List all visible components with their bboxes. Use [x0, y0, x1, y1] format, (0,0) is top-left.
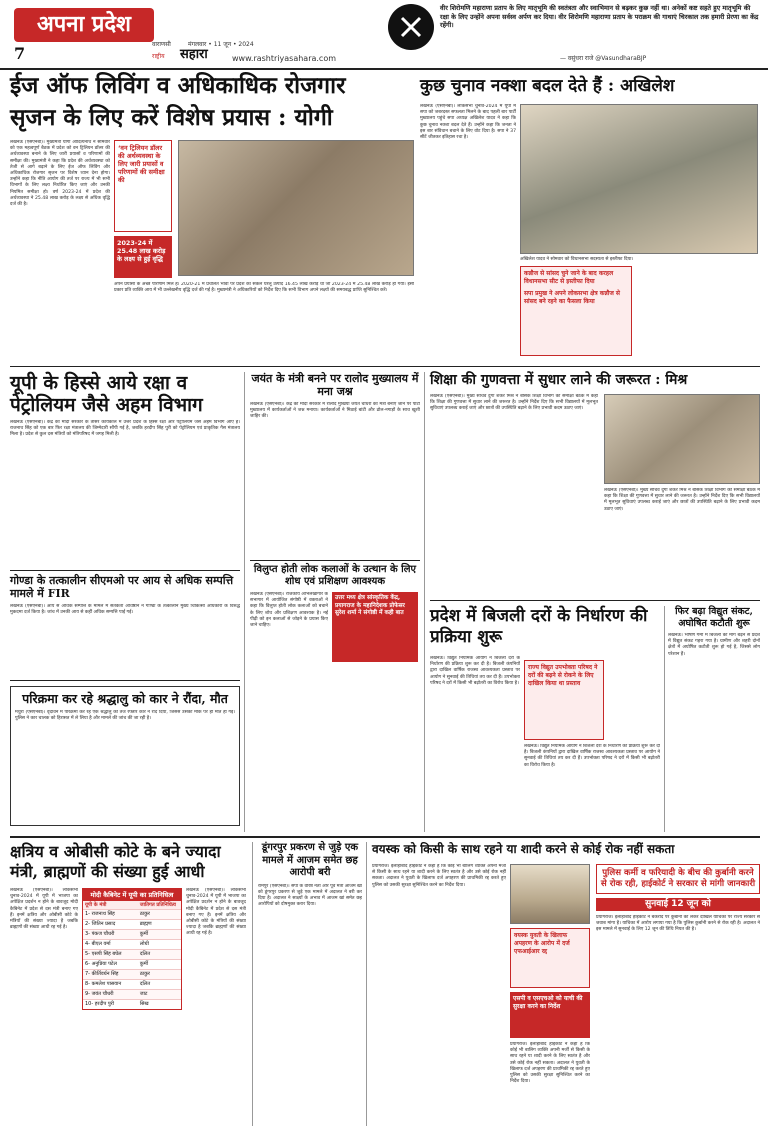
body-mathura: मथुरा (एसएनबी)। वृंदावन में परिक्रमा कर रहे एक श्रद्धालु को तेज रफ्तार कार ने रौंद दिया, जिससे उसकी मौके पर ही मौत हो गई। पुलिस ने कार चालक को हिरासत में ले लिया है और मामले की जांच की जा रही है।: [15, 710, 235, 722]
table-row: [83, 929, 181, 939]
table-cell: लोधी: [139, 941, 149, 947]
headline-jayant: जयंत के मंत्री बनने पर रालोद मुख्यालय में मना जश्न: [251, 372, 419, 398]
divider: [10, 570, 240, 571]
story-power-cut: [668, 606, 760, 821]
education-meeting-photo: [604, 394, 760, 484]
cabinet-table-body: [83, 909, 181, 1009]
body-cabinet-caste: लखनऊ (एसएनबी)। लोकसभा चुनाव-2024 में यूपी में भाजपा का अपेक्षित प्रदर्शन न होने के बावजूद मोदी कैबिनेट में प्रदेश से दस मंत्री बनाए गए हैं। इनमें क्षत्रिय और ओबीसी कोटे के मंत्रियों की संख्या ज्यादा है जबकि ब्राह्मणों की संख्या आधी रह गई है।: [10, 888, 78, 931]
edition-city: वाराणसी: [152, 41, 171, 48]
table-row: [83, 959, 181, 969]
column-rule: [664, 606, 665, 832]
table-row: [83, 919, 181, 929]
divider: [250, 560, 420, 561]
table-cell: 5- एसपी सिंह बघेल: [85, 951, 122, 957]
table-cell: 1- राजनाथ सिंह: [85, 911, 115, 917]
page-number: 7: [14, 44, 26, 63]
photo-caption-akhilesh: अखिलेश यादव ने सोमवार को विधानसभा सदस्यता से इस्तीफा दिया।: [520, 257, 634, 262]
table-row: [83, 939, 181, 949]
story-jayant: [250, 372, 420, 542]
headline-mathura: परिक्रमा कर रहे श्रद्धालु को कार ने रौंदा, मौत: [22, 691, 228, 706]
akhilesh-photo: [520, 104, 758, 254]
table-cell: 9- जयंत चौधरी: [85, 991, 114, 997]
column-rule: [366, 842, 367, 1126]
body-education: लखनऊ (एसएनबी)। मुख्य सचिव दुर्गा शंकर मिश्र ने बेसिक शिक्षा विभाग की समीक्षा बैठक में कहा कि शिक्षा की गुणवत्ता में सुधार लाने की जरूरत है। उन्होंने निर्देश दिए कि सभी विद्यालयों में मूलभूत सुविधाएं उपलब्ध कराई जाएं और छात्रों की उपस्थिति बढ़ाने के लिए प्रभावी कदम उठाए जाएं।: [430, 394, 598, 412]
body-bakrid: प्रयागराज। इलाहाबाद हाईकोर्ट ने बकरीद पर कुर्बानी को लेकर दाखिल याचिका पर राज्य सरकार से जवाब मांगा है। याचिका में आरोप लगाया गया है कि पुलिस कुर्बानी करने से रोक रही है। अदालत ने इस मामले में सुनवाई के लिए 12 जून की तिथि नियत की है।: [596, 915, 760, 933]
issue-date: मंगलवार • 11 जून • 2024: [188, 41, 254, 48]
headline-power-tariff: प्रदेश में बिजली दरों के निर्धारण की प्रक्रिया शुरू: [430, 606, 648, 647]
power-tariff-callout: राज्य विद्युत उपभोक्ता परिषद ने दरों की बढ़ने से रोकने के लिए दाखिल किया था प्रस्ताव: [524, 660, 604, 740]
headline-defence: यूपी के हिस्से आये रक्षा व पेट्रोलियम जैसे अहम विभाग: [10, 372, 203, 416]
story-adult-marriage: [372, 842, 760, 857]
masthead-rule: [0, 68, 768, 70]
table-cell: ठाकुर: [139, 971, 150, 977]
table-cell: 3- पंकज चौधरी: [85, 931, 115, 937]
quote-author: — वसुंधरा राजे @VasundharaBJP: [560, 55, 647, 62]
cabinet-table-title: मोदी कैबिनेट में यूपी का प्रतिनिधित्व: [83, 889, 181, 901]
story-azam: [258, 842, 362, 1104]
headline-education: शिक्षा की गुणवत्ता में सुधार लाने की जरूरत : मिश्र: [430, 372, 688, 388]
table-cell: ब्राह्मण: [139, 921, 152, 927]
headline-folk-art: विलुप्त होती लोक कलाओं के उत्थान के लिए शोध एवं प्रशिक्षण आवश्यक: [253, 564, 417, 587]
divider: [430, 600, 760, 601]
table-cell: 8- कमलेश पासवान: [85, 981, 122, 987]
table-header-cell: यूपी के मंत्री: [85, 902, 107, 908]
headline-yogi-1: ईज ऑफ लिविंग व अधिकाधिक रोजगार: [10, 72, 346, 99]
bakrid-box: [596, 864, 760, 894]
body-power-tariff: लखनऊ। विद्युत नियामक आयोग ने बिजली दरों के निर्धारण की प्रक्रिया शुरू कर दी है। बिजली कंपनियों द्वारा दाखिल वार्षिक राजस्व आवश्यकता प्रस्ताव पर आयोग ने सुनवाई की तिथियां तय कर दी हैं। उपभोक्ता परिषद ने दरों में किसी भी बढ़ोतरी का विरोध किया है।: [430, 656, 520, 686]
table-row: [83, 949, 181, 959]
headline-bakrid: पुलिस कर्मी व फरियादी के बीच की कुर्बानी करने से रोक रही, हाईकोर्ट ने सरकार से मांगी जानकारी: [600, 868, 756, 889]
table-cell: 4- बीएल वर्मा: [85, 941, 111, 947]
body-yogi-2: अपने प्रयासों के अच्छे परिणाम मिले हैं। 2020-21 में प्रचलित भावों पर प्रदेश का सकल घरेलू उत्पाद 16.45 लाख करोड़ था जो 2023-24 में 25.48 लाख करोड़ हो गया। इसी प्रकार प्रति व्यक्ति आय में भी उल्लेखनीय वृद्धि दर्ज की गई है। मुख्यमंत्री ने अधिकारियों को निर्देश दिए कि सभी विभाग अपने लक्ष्यों की समयबद्ध प्राप्ति सुनिश्चित करें।: [114, 282, 414, 294]
divider: [10, 366, 760, 367]
hearing-date-badge: सुनवाई 12 जून को: [596, 898, 760, 911]
body-adult-marriage-2: प्रयागराज। इलाहाबाद हाईकोर्ट ने कहा है कि कोई भी बालिग व्यक्ति अपनी मर्जी से किसी के साथ रहने या शादी करने के लिए स्वतंत्र है और उसे कोई रोक नहीं सकता। अदालत ने युवती के खिलाफ दर्ज अपहरण की प्राथमिकी रद्द करते हुए पुलिस को उसकी सुरक्षा सुनिश्चित करने का निर्देश दिया।: [510, 1042, 590, 1085]
column-rule: [252, 842, 253, 1126]
headline-akhilesh: कुछ चुनाव नक्शा बदल देते हैं : अखिलेश: [420, 76, 675, 96]
adult-marriage-callout-2: एसपी व एसएचओ को याची की सुरक्षा करने का निर्देश: [510, 992, 590, 1038]
column-rule: [424, 372, 425, 832]
table-row: [83, 969, 181, 979]
headline-adult-marriage: वयस्क को किसी के साथ रहने या शादी करने से कोई रोक नहीं सकता: [372, 842, 675, 856]
body-akhilesh: लखनऊ (एसएनबी)। लोकसभा चुनाव-2024 में यूपी में सपा को जबरदस्त सफलता मिलने के बाद पहली बार पार्टी मुख्यालय पहुंचे सपा अध्यक्ष अखिलेश यादव ने कहा कि कुछ चुनाव नक्शा बदल देते हैं। उन्होंने कहा कि जनता ने इस बार संविधान बचाने के लिए वोट दिया है। सपा ने 37 सीटें जीतकर इतिहास रचा है।: [420, 104, 516, 141]
story-gonda: [10, 574, 240, 676]
body-power-tariff-2: लखनऊ। विद्युत नियामक आयोग ने बिजली दरों के निर्धारण की प्रक्रिया शुरू कर दी है। बिजली कंपनियों द्वारा दाखिल वार्षिक राजस्व आवश्यकता प्रस्ताव पर आयोग ने सुनवाई की तिथियां तय कर दी हैं। उपभोक्ता परिषद ने दरों में किसी भी बढ़ोतरी का विरोध किया है।: [524, 744, 660, 768]
table-cell: 10- हरदीप पुरी: [85, 1001, 115, 1007]
headline-azam: डूंगरपुर प्रकरण से जुड़े एक मामले में आजम समेत छह आरोपी बरी: [261, 842, 359, 878]
quote-text: वीर शिरोमणि महाराणा प्रताप के लिए मातृभूमि की स्वतंत्रता और स्वाभिमान से बढ़कर कुछ नहीं था। अनेकों कष्ट सहते हुए मातृभूमि की रक्षा के लिए उन्होंने अपना सर्वस्व अर्पण कर दिया। वीर शिरोमणि महाराणा प्रताप के पराक्रम की गाथाएं चिरकाल तक हमारी प्रेरणा का केंद्र रहेंगी।: [440, 4, 759, 29]
headline-cabinet-caste: क्षत्रिय व ओबीसी कोटे के बने ज्यादा मंत्री, ब्राह्मणों की संख्या हुई आधी: [10, 842, 221, 881]
table-cell: ठाकुर: [139, 911, 150, 917]
story-mathura: [10, 686, 240, 826]
high-court-photo: [510, 864, 590, 924]
x-logo-icon: [388, 4, 434, 50]
body-cabinet-caste-2: लखनऊ (एसएनबी)। लोकसभा चुनाव-2024 में यूपी में भाजपा का अपेक्षित प्रदर्शन न होने के बावजूद मोदी कैबिनेट में प्रदेश से दस मंत्री बनाए गए हैं। इनमें क्षत्रिय और ओबीसी कोटे के मंत्रियों की संख्या ज्यादा है जबकि ब्राह्मणों की संख्या आधी रह गई है।: [186, 888, 246, 937]
table-cell: दलित: [139, 981, 151, 987]
table-row: [83, 989, 181, 999]
paper-small: राष्ट्रीय: [152, 53, 165, 60]
section-label: अपना प्रदेश: [14, 8, 154, 42]
bullet-item: कन्नौज से सांसद चुने जाने के बाद करहल विधानसभा सीट से इस्तीफा दिया: [524, 270, 614, 285]
table-cell: 7- कीर्तिवर्धन सिंह: [85, 971, 119, 977]
table-row: [83, 909, 181, 919]
table-cell: सिख: [139, 1001, 149, 1007]
body-jayant: लखनऊ (एसएनबी)। केंद्र की मोदी सरकार में रालोद मुखिया जयंत चौधरी को मंत्री बनाए जाने पर पार्टी मुख्यालय में कार्यकर्ताओं ने जश्न मनाया। कार्यकर्ताओं ने मिठाई बांटी और ढोल-नगाड़ों के साथ खुशी जाहिर की।: [250, 402, 420, 420]
story-folk-art: [250, 564, 420, 788]
folk-art-box: उत्तर मध्य क्षेत्र सांस्कृतिक केंद्र, प्रयागराज के महानिदेशक प्रोफेसर सुरेश शर्मा ने संगोष्ठी में कही बात: [332, 592, 418, 662]
body-gonda: लखनऊ (एसएनबी)। आय से अधिक सम्पत्ति के मामले में सतर्कता अधिष्ठान ने गोण्डा के तत्कालीन मुख्य चिकित्सा अधिकारी के विरुद्ध मुकदमा दर्ज किया है। जांच में उनकी आय से कहीं अधिक सम्पत्ति पाई गई।: [10, 604, 240, 616]
headline-yogi-2: सृजन के लिए करें विशेष प्रयास : योगी: [10, 104, 333, 131]
story-akhilesh: [420, 74, 760, 364]
cabinet-table: [82, 888, 182, 1010]
column-rule: [244, 372, 245, 832]
table-header-cell: जातिगत प्रतिनिधित्व: [139, 902, 176, 908]
headline-gonda: गोण्डा के तत्कालीन सीएमओ पर आय से अधिक सम्पत्ति मामले में FIR: [10, 574, 234, 600]
body-adult-marriage: प्रयागराज। इलाहाबाद हाईकोर्ट ने कहा है कि कोई भी बालिग व्यक्ति अपनी मर्जी से किसी के साथ रहने या शादी करने के लिए स्वतंत्र है और उसे कोई रोक नहीं सकता। अदालत ने युवती के खिलाफ दर्ज अपहरण की प्राथमिकी रद्द करते हुए पुलिस को उसकी सुरक्षा सुनिश्चित करने का निर्देश दिया।: [372, 864, 506, 888]
bullet-item: सपा प्रमुख ने अपने लोकसभा क्षेत्र कन्नौज से सांसद बने रहने का फैसला किया: [524, 290, 620, 305]
body-education-2: लखनऊ (एसएनबी)। मुख्य सचिव दुर्गा शंकर मिश्र ने बेसिक शिक्षा विभाग की समीक्षा बैठक में कहा कि शिक्षा की गुणवत्ता में सुधार लाने की जरूरत है। उन्होंने निर्देश दिए कि सभी विद्यालयों में मूलभूत सुविधाएं उपलब्ध कराई जाएं और छात्रों की उपस्थिति बढ़ाने के लिए प्रभावी कदम उठाए जाएं।: [604, 488, 760, 512]
adult-marriage-callout: वयस्क युवती के खिलाफ अपहरण के आरोप में दर्ज एफआईआर रद्द: [510, 928, 590, 988]
story-bakrid: [596, 864, 760, 1122]
highlight-box-trillion: ‘वन ट्रिलियन डॉलर की अर्थव्यवस्था के लिए जारी प्रयासों व परिणामों की समीक्षा की: [114, 140, 172, 232]
story-power-tariff: [430, 606, 660, 648]
table-cell: 2- जितिन प्रसाद: [85, 921, 116, 927]
body-azam: रामपुर (एसएनबी)। सपा के वरिष्ठ नेता और पूर्व मंत्री आजम खां को डूंगरपुर प्रकरण से जुड़े एक मामले में अदालत ने बरी कर दिया है। अदालत ने साक्ष्यों के अभाव में आजम खां समेत छह आरोपियों को दोषमुक्त करार दिया।: [258, 883, 362, 908]
table-row: [83, 999, 181, 1009]
website-link[interactable]: www.rashtriyasahara.com: [232, 54, 337, 63]
story-cabinet-caste: [10, 842, 250, 882]
table-cell: कुर्मी: [139, 931, 149, 937]
paper-name: सहारा: [180, 47, 208, 62]
meeting-photo: [178, 140, 414, 276]
highlight-box-growth: 2023-24 में 25.48 लाख करोड़ के लक्ष्य से हुई वृद्धि: [114, 236, 172, 278]
table-cell: जाट: [139, 991, 148, 997]
masthead: [0, 0, 768, 70]
body-defence: लखनऊ (एसएनबी)। केंद्र की मोदी सरकार के तीसरे कार्यकाल में उत्तर प्रदेश के हिस्से रक्षा और पेट्रोलियम जैसे अहम विभाग आए हैं। राजनाथ सिंह को एक बार फिर रक्षा मंत्रालय की जिम्मेदारी सौंपी गई है, जबकि हरदीप सिंह पुरी को पेट्रोलियम एवं प्राकृतिक गैस मंत्रालय मिला है। प्रदेश से कुल दस मंत्रियों को मंत्रिपरिषद में जगह मिली है।: [10, 420, 240, 438]
cabinet-table-header: [83, 901, 181, 909]
divider: [10, 680, 240, 681]
body-yogi: लखनऊ (एसएनबी)। मुख्यमंत्री योगी आदित्यनाथ ने सोमवार को एक महत्वपूर्ण बैठक में प्रदेश को वन ट्रिलियन डॉलर की अर्थव्यवस्था बनाने के लिए जारी प्रयासों व परिणामों की समीक्षा की। मुख्यमंत्री ने कहा कि प्रदेश की अर्थव्यवस्था को तेजी से आगे बढ़ाने के लिए ईज ऑफ लिविंग और अधिकाधिक रोजगार सृजन पर विशेष ध्यान देना होगा। उन्होंने कहा कि नीति आयोग की तर्ज पर राज्य में भी सभी विभागों के लिए लक्ष्य निर्धारित किए जाएं और उनकी नियमित समीक्षा हो। वर्ष 2023-24 में प्रदेश की अर्थव्यवस्था ने 25.48 लाख करोड़ के लक्ष्य से अधिक वृद्धि दर्ज की है।: [10, 140, 110, 208]
akhilesh-bullets: [520, 266, 632, 356]
body-power-cut: लखनऊ। भीषण गर्मी में बिजली की मांग बढ़ने से प्रदेश में विद्युत संकट गहरा गया है। ग्रामीण और शहरी दोनों क्षेत्रों में अघोषित कटौती शुरू हो गई है, जिससे लोग परेशान हैं।: [668, 633, 760, 657]
table-row: [83, 979, 181, 989]
table-cell: दलित: [139, 951, 151, 957]
story-yogi: [10, 74, 415, 364]
divider: [10, 836, 760, 838]
story-defence: [10, 372, 240, 532]
story-education: [430, 372, 760, 389]
headline-power-cut: फिर बढ़ा विद्युत संकट, अघोषित कटौती शुरू: [675, 606, 753, 629]
table-cell: 6- अनुप्रिया पटेल: [85, 961, 117, 967]
body-folk-art: लखनऊ (एसएनबी)। राजकीय अभिलेखागार के सभागार में आयोजित संगोष्ठी में वक्ताओं ने कहा कि विलुप्त होती लोक कलाओं को बचाने के लिए शोध और प्रशिक्षण आवश्यक है। नई पीढ़ी को इन कलाओं से जोड़ने के प्रयास किए जाने चाहिए।: [250, 592, 328, 629]
table-cell: कुर्मी: [139, 961, 149, 967]
